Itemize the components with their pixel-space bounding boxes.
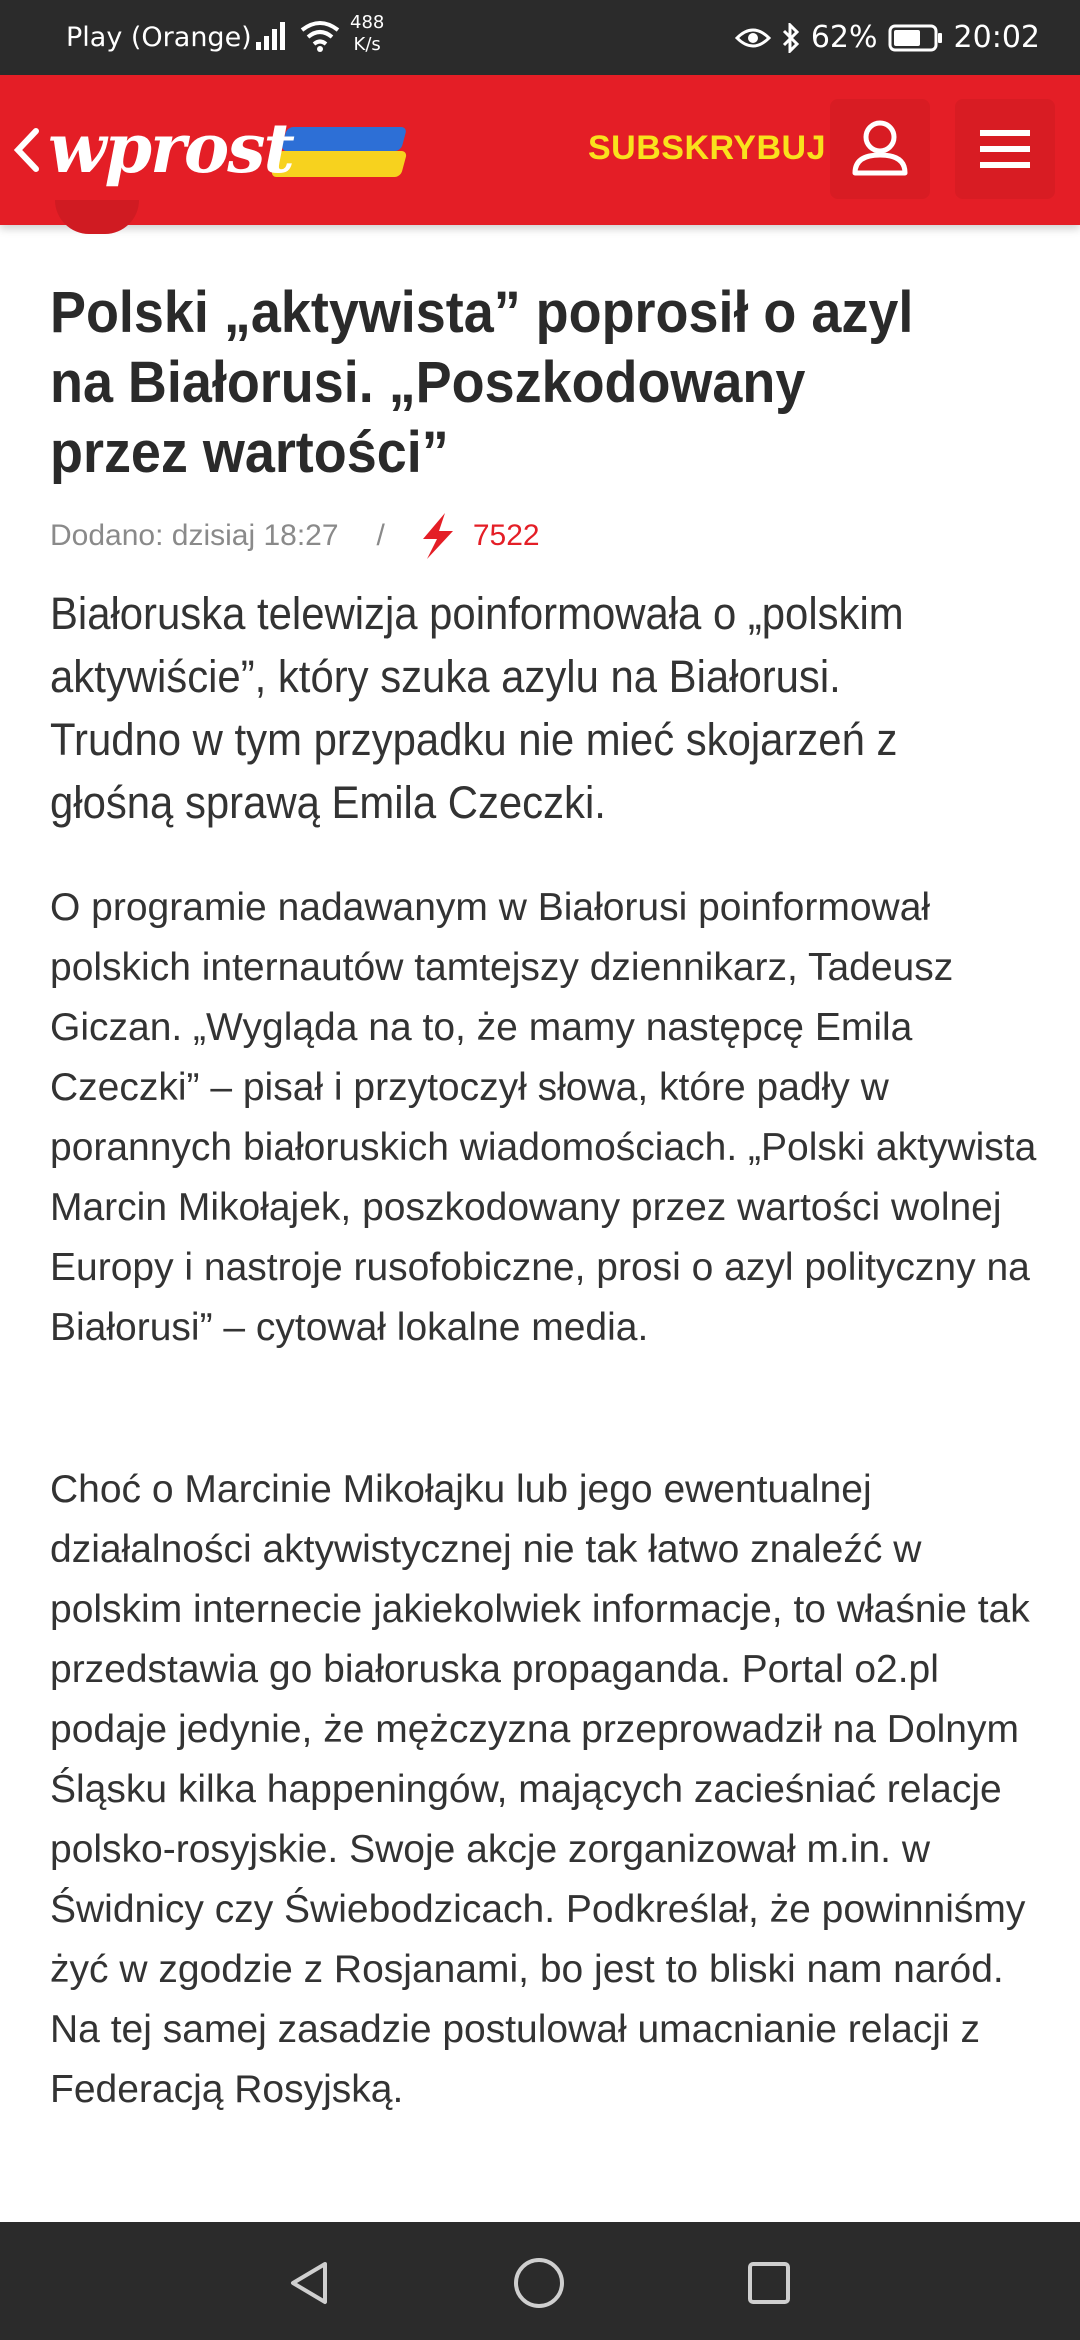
eye-icon <box>735 26 771 50</box>
nav-home-icon[interactable] <box>512 2256 566 2310</box>
flag-blue-stripe <box>281 127 407 151</box>
menu-button[interactable] <box>955 99 1055 199</box>
wprost-logo[interactable] <box>48 105 378 195</box>
article-meta <box>50 516 540 556</box>
bolt-icon <box>415 511 459 561</box>
battery-icon <box>888 24 944 52</box>
date-added: Dodano: dzisiaj 18:27 <box>50 519 339 552</box>
carrier-label: Play (Orange) <box>66 22 252 53</box>
meta-separator: / <box>376 519 385 552</box>
account-button[interactable] <box>830 99 930 199</box>
subscribe-button[interactable]: SUBSKRYBUJ <box>588 129 827 167</box>
system-nav-bar <box>0 2222 1080 2340</box>
article-title: Polski „aktywista” poprosił o azyl na Białorusi. „Poszkodowany przez wartości” <box>50 280 914 485</box>
battery-percent: 62% <box>810 20 878 55</box>
nav-back-icon[interactable] <box>285 2258 333 2308</box>
clock: 20:02 <box>953 20 1040 55</box>
user-icon <box>830 99 930 199</box>
network-speed <box>350 12 384 56</box>
status-bar <box>0 0 1080 75</box>
logo-text: wprost <box>48 109 293 189</box>
speed-unit: K/s <box>353 34 381 55</box>
wifi-icon <box>300 20 340 52</box>
site-header <box>0 75 1080 225</box>
view-count: 7522 <box>472 519 540 552</box>
article-paragraph: Choć o Marcinie Mikołajku lub jego ewentualnej działalności aktywistycznej nie tak łatwo znaleźć w polskim internecie jakiekolwiek informacje, to właśnie tak przedstawia go białoruska propaganda. Portal o2.pl podaje jedynie, że mężczyzna przeprowadził na Dolnym Śląsku kilka happeningów, mających zacieśniać relacje polsko-rosyjskie. Swoje akcje zorganizował m.in. w Świdnicy czy Świebodzicach. Podkreślał, że powinniśmy żyć w zgodzie z Rosjanami, bo jest to bliski nam naród. Na tej samej zasadzie postulował umacnianie relacji z Federacją Rosyjską. <box>50 1468 1030 2111</box>
partial-badge <box>55 200 139 234</box>
article-lead: Białoruska telewizja poinformowała o „polskim aktywiście”, który szuka azylu na Białorusi. Trudno w tym przypadku nie mieć skojarzeń z głośną sprawą Emila Czeczki. <box>50 588 904 828</box>
nav-recent-icon[interactable] <box>746 2260 792 2306</box>
speed-value: 488 <box>350 12 385 33</box>
menu-icon <box>955 99 1055 199</box>
bluetooth-icon <box>781 23 801 53</box>
signal-icon <box>254 20 290 52</box>
back-icon[interactable] <box>12 127 42 173</box>
article-paragraph: O programie nadawanym w Białorusi poinformował polskich internautów tamtejszy dziennikarz, Tadeusz Giczan. „Wygląda na to, że mamy następcę Emila Czeczki” – pisał i przytoczył słowa, które padły w porannych białoruskich wiadomościach. „Polski aktywista Marcin Mikołajek, poszkodowany przez wartości wolnej Europy i nastroje rusofobiczne, prosi o azyl polityczny na Białorusi” – cytował lokalne media. <box>50 886 1037 1349</box>
